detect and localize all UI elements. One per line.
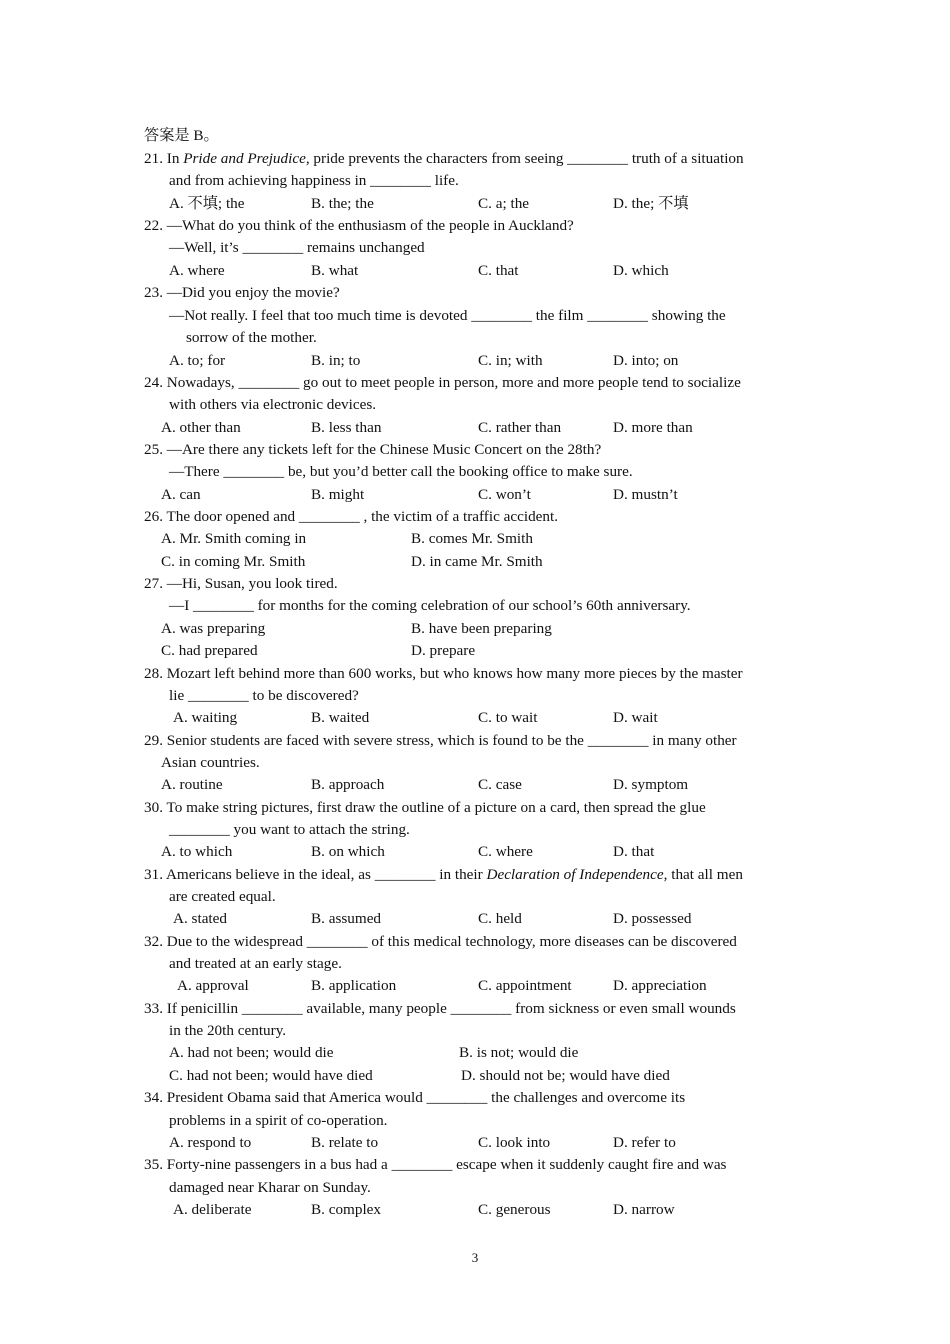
q24-line2: with others via electronic devices. xyxy=(169,396,377,413)
q22-line1: 22. —What do you think of the enthusiasm of the people in Auckland? xyxy=(144,217,574,234)
q27-option-c: C. had prepared xyxy=(161,642,258,659)
q34-option-a: A. respond to xyxy=(169,1134,252,1151)
q29-option-c: C. case xyxy=(478,776,522,793)
q28-option-c: C. to wait xyxy=(478,709,538,726)
q31-title-italic: Declaration of Independence xyxy=(486,866,664,883)
q31-line1: 31. Americans believe in the ideal, as ________ in their Declaration of Independence, that all men xyxy=(144,866,743,883)
q23-option-d: D. into; on xyxy=(613,352,679,369)
q23-option-b: B. in; to xyxy=(311,352,361,369)
q34-option-d: D. refer to xyxy=(613,1134,676,1151)
q32-option-a: A. approval xyxy=(177,977,249,994)
q31-option-a: A. stated xyxy=(173,910,227,927)
q22-option-c: C. that xyxy=(478,262,519,279)
q30-line2: ________ you want to attach the string. xyxy=(169,821,410,838)
q22-line2: —Well, it’s ________ remains unchanged xyxy=(169,239,425,256)
q33-option-d: D. should not be; would have died xyxy=(461,1067,670,1084)
q30-option-d: D. that xyxy=(613,843,655,860)
q28-line2: lie ________ to be discovered? xyxy=(169,687,359,704)
q32-option-c: C. appointment xyxy=(478,977,572,994)
q26-line1: 26. The door opened and ________ , the victim of a traffic accident. xyxy=(144,508,559,525)
q31-option-c: C. held xyxy=(478,910,522,927)
q25-line1: 25. —Are there any tickets left for the Chinese Music Concert on the 28th? xyxy=(144,441,602,458)
q27-option-a: A. was preparing xyxy=(161,620,266,637)
q30-option-b: B. on which xyxy=(311,843,385,860)
q24-option-a: A. other than xyxy=(161,419,241,436)
q27-line1: 27. —Hi, Susan, you look tired. xyxy=(144,575,338,592)
q32-option-b: B. application xyxy=(311,977,397,994)
q23-line2: —Not really. I feel that too much time is devoted ________ the film ________ showing the xyxy=(169,307,726,324)
q31-option-d: D. possessed xyxy=(613,910,692,927)
q24-option-b: B. less than xyxy=(311,419,382,436)
q31-option-b: B. assumed xyxy=(311,910,382,927)
q23-option-a: A. to; for xyxy=(169,352,226,369)
q28-line1: 28. Mozart left behind more than 600 works, but who knows how many more pieces by the master xyxy=(144,665,743,682)
q21-line1: 21. In Pride and Prejudice, pride prevents the characters from seeing ________ truth of a situation xyxy=(144,150,744,167)
q23-option-c: C. in; with xyxy=(478,352,543,369)
q25-option-a: A. can xyxy=(161,486,201,503)
q35-option-c: C. generous xyxy=(478,1201,551,1218)
q35-option-a: A. deliberate xyxy=(173,1201,252,1218)
q26-option-b: B. comes Mr. Smith xyxy=(411,530,533,547)
q34-line1: 34. President Obama said that America would ________ the challenges and overcome its xyxy=(144,1089,686,1106)
q21-option-a: A. 不填; the xyxy=(169,195,245,212)
q35-line1: 35. Forty-nine passengers in a bus had a ________ escape when it suddenly caught fire and was xyxy=(144,1156,727,1173)
q26-option-d: D. in came Mr. Smith xyxy=(411,553,543,570)
q32-line2: and treated at an early stage. xyxy=(169,955,342,972)
q29-option-d: D. symptom xyxy=(613,776,689,793)
q28-option-d: D. wait xyxy=(613,709,658,726)
q26-option-c: C. in coming Mr. Smith xyxy=(161,553,306,570)
answer-note: 答案是 B。 xyxy=(144,127,219,144)
q23-line1: 23. —Did you enjoy the movie? xyxy=(144,284,340,301)
q35-option-b: B. complex xyxy=(311,1201,382,1218)
q29-line2: Asian countries. xyxy=(161,754,260,771)
q27-option-d: D. prepare xyxy=(411,642,476,659)
q25-option-b: B. might xyxy=(311,486,365,503)
q34-option-c: C. look into xyxy=(478,1134,551,1151)
page-number: 3 xyxy=(471,1250,479,1265)
q32-option-d: D. appreciation xyxy=(613,977,707,994)
q23-line3: sorrow of the mother. xyxy=(186,329,317,346)
q30-option-c: C. where xyxy=(478,843,533,860)
q25-option-d: D. mustn’t xyxy=(613,486,678,503)
q21-title-italic: Pride and Prejudice xyxy=(183,150,306,167)
q27-option-b: B. have been preparing xyxy=(411,620,552,637)
q33-line2: in the 20th century. xyxy=(169,1022,287,1039)
q24-option-c: C. rather than xyxy=(478,419,562,436)
q34-line2: problems in a spirit of co-operation. xyxy=(169,1112,388,1129)
q21-option-b: B. the; the xyxy=(311,195,374,212)
q33-line1: 33. If penicillin ________ available, many people ________ from sickness or even small wounds xyxy=(144,1000,736,1017)
q22-option-b: B. what xyxy=(311,262,359,279)
q29-line1: 29. Senior students are faced with severe stress, which is found to be the ________ in many other xyxy=(144,732,737,749)
q29-option-a: A. routine xyxy=(161,776,223,793)
q25-line2: —There ________ be, but you’d better call the booking office to make sure. xyxy=(169,463,633,480)
q33-option-c: C. had not been; would have died xyxy=(169,1067,373,1084)
q21-option-c: C. a; the xyxy=(478,195,530,212)
q26-option-a: A. Mr. Smith coming in xyxy=(161,530,307,547)
q21-line2: and from achieving happiness in ________ life. xyxy=(169,172,459,189)
q22-option-d: D. which xyxy=(613,262,669,279)
q33-option-b: B. is not; would die xyxy=(459,1044,579,1061)
q30-option-a: A. to which xyxy=(161,843,233,860)
q24-line1: 24. Nowadays, ________ go out to meet people in person, more and more people tend to socialize xyxy=(144,374,741,391)
q35-option-d: D. narrow xyxy=(613,1201,675,1218)
q30-line1: 30. To make string pictures, first draw the outline of a picture on a card, then spread the glue xyxy=(144,799,706,816)
q24-option-d: D. more than xyxy=(613,419,693,436)
q27-line2: —I ________ for months for the coming celebration of our school’s 60th anniversary. xyxy=(169,597,691,614)
q22-option-a: A. where xyxy=(169,262,225,279)
q28-option-a: A. waiting xyxy=(173,709,238,726)
q33-option-a: A. had not been; would die xyxy=(169,1044,334,1061)
q29-option-b: B. approach xyxy=(311,776,385,793)
q31-line2: are created equal. xyxy=(169,888,276,905)
q35-line2: damaged near Kharar on Sunday. xyxy=(169,1179,371,1196)
q32-line1: 32. Due to the widespread ________ of this medical technology, more diseases can be discovered xyxy=(144,933,737,950)
q21-option-d: D. the; 不填 xyxy=(613,195,689,212)
q34-option-b: B. relate to xyxy=(311,1134,379,1151)
q25-option-c: C. won’t xyxy=(478,486,531,503)
q28-option-b: B. waited xyxy=(311,709,370,726)
